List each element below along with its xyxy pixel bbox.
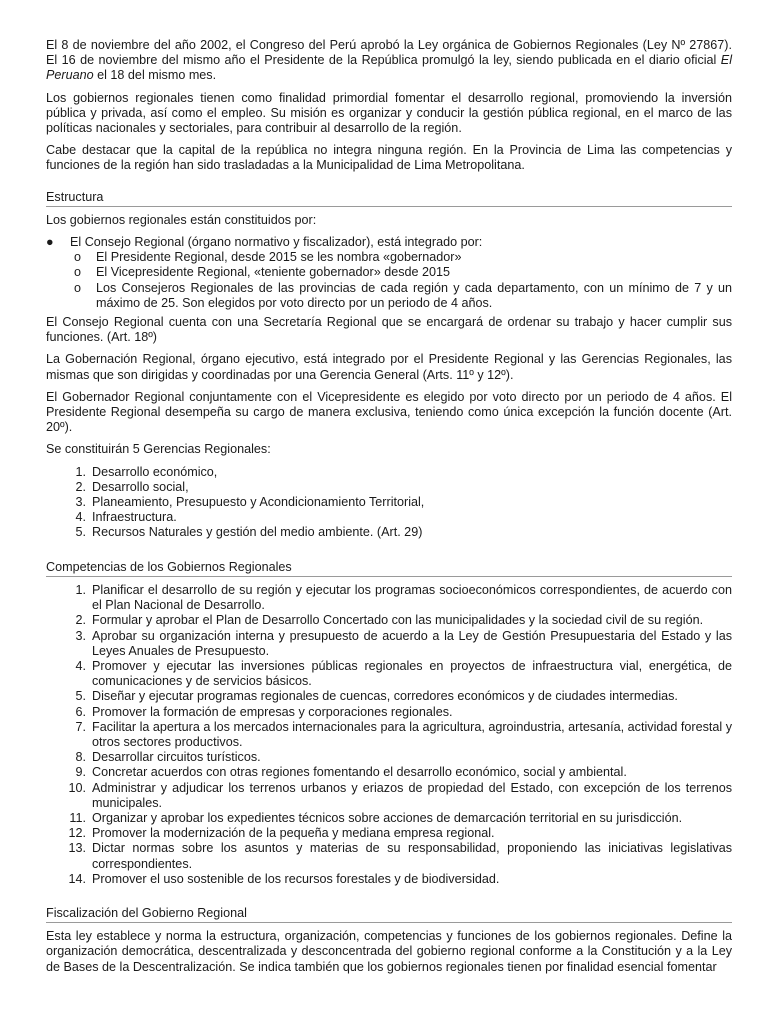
list-item — [46, 841, 732, 871]
item-text: Facilitar la apertura a los mercados internacionales para la agricultura, agroindustria, artesanía, actividad forestal y otros sectores productivos. — [92, 719, 732, 749]
list-item — [46, 750, 732, 765]
item-text: Administrar y adjudicar los terrenos urbanos y eriazos de propiedad del Estado, con excepción de los terrenos municipales. — [92, 780, 732, 810]
item-number: 2. — [75, 479, 86, 494]
section-heading-competencias: Competencias de los Gobiernos Regionales — [46, 560, 732, 577]
intro-paragraph-ley — [46, 38, 732, 84]
item-text: Desarrollo social, — [92, 479, 189, 494]
competencias-list — [46, 583, 732, 887]
intro-text-a: El 8 de noviembre del año 2002, el Congreso del Perú aprobó la Ley orgánica de Gobiernos Regionales (Ley Nº 27867). El 16 de noviembre del mismo año el Presidente de la República promulgó la ley, siendo publicada en el diario oficial — [46, 38, 732, 68]
estructura-lead: Los gobiernos regionales están constituidos por: — [46, 212, 317, 227]
list-item — [70, 250, 732, 265]
paragraph-gerencias: Se constituirán 5 Gerencias Regionales: — [46, 442, 271, 457]
item-number: 1. — [75, 464, 86, 479]
item-number: 1. — [75, 582, 86, 597]
item-text: Concretar acuerdos con otras regiones fomentando el desarrollo económico, social y ambiental. — [92, 765, 627, 780]
document-page — [46, 38, 732, 982]
list-item — [46, 872, 732, 887]
item-text: Promover el uso sostenible de los recursos forestales y de biodiversidad. — [92, 871, 500, 886]
list-item — [46, 689, 732, 704]
item-number: 4. — [75, 510, 86, 525]
sub-item-text: El Presidente Regional, desde 2015 se les nombra «gobernador» — [96, 250, 462, 265]
list-item — [46, 525, 732, 540]
sub-item-text: El Vicepresidente Regional, «teniente gobernador» desde 2015 — [96, 265, 451, 280]
list-item — [46, 510, 732, 525]
item-number: 3. — [75, 628, 86, 643]
item-number: 12. — [68, 826, 86, 841]
item-text: Promover la modernización de la pequeña y mediana empresa regional. — [92, 826, 495, 841]
bullet-text: El Consejo Regional (órgano normativo y fiscalizador), está integrado por: — [70, 235, 483, 250]
list-item — [46, 781, 732, 811]
item-number: 6. — [75, 704, 86, 719]
item-text: Recursos Naturales y gestión del medio ambiente. (Art. 29) — [92, 525, 423, 540]
item-text: Organizar y aprobar los expedientes técnicos sobre acciones de demarcación territorial en su jurisdicción. — [92, 810, 683, 825]
list-item — [46, 583, 732, 613]
list-item — [70, 281, 732, 311]
item-text: Formular y aprobar el Plan de Desarrollo Concertado con las municipalidades y la sociedad civil de su región. — [92, 613, 704, 628]
item-text: Planificar el desarrollo de su región y ejecutar los programas socioeconómicos correspondientes, de acuerdo con el Plan Nacional de Desarrollo. — [92, 582, 732, 613]
item-text: Aprobar su organización interna y presupuesto de acuerdo a la Ley de Gestión Presupuestaria del Estado y las Leyes Anuales de Presupuesto. — [92, 628, 732, 658]
item-text: Promover la formación de empresas y corporaciones regionales. — [92, 704, 453, 719]
list-item-consejo-regional — [46, 235, 732, 311]
paragraph-gobernador: El Gobernador Regional conjuntamente con el Vicepresidente es elegido por voto directo por un periodo de 4 años. El Presidente Regional desempeña su cargo de manera exclusiva, teniendo como única excepción la función docente (Art. 20º). — [46, 389, 732, 435]
item-number: 11. — [69, 810, 86, 825]
item-text: Desarrollo económico, — [92, 464, 218, 479]
item-number: 3. — [75, 495, 86, 510]
estructura-bullet-list — [46, 235, 732, 311]
item-number: 10. — [68, 780, 86, 795]
paragraph-gobernacion: La Gobernación Regional, órgano ejecutivo, está integrado por el Presidente Regional y las Gerencias Regionales, las mismas que son dirigidas y coordinadas por una Gerencia General (Arts. 11º y 12º). — [46, 352, 732, 382]
item-text: Dictar normas sobre los asuntos y materias de su responsabilidad, proponiendo las iniciativas legislativas correspondientes. — [92, 841, 732, 871]
list-item — [46, 613, 732, 628]
paragraph-fiscalizacion: Esta ley establece y norma la estructura, organización, competencias y funciones de los gobiernos regionales. Define la organización democrática, descentralizada y desconcentrada del gobierno regional conforme a la Constitución y a la Ley de Bases de la Descentralización. Se indica también que los gobiernos regionales tienen por finalidad esencial fomentar — [46, 929, 732, 974]
paragraph-secretaria: El Consejo Regional cuenta con una Secretaría Regional que se encargará de ordenar su trabajo y hacer cumplir sus funciones. (Art. 18º) — [46, 315, 732, 345]
list-item — [46, 480, 732, 495]
list-item — [46, 705, 732, 720]
item-text: Promover y ejecutar las inversiones públicas regionales en proyectos de infraestructura vial, energética, de comunicaciones y de servicios básicos. — [92, 658, 732, 689]
item-number: 5. — [75, 525, 86, 540]
list-item — [46, 629, 732, 659]
item-text: Planeamiento, Presupuesto y Acondicionamiento Territorial, — [92, 495, 425, 510]
diario-name: El Peruano — [46, 53, 732, 83]
list-item — [46, 720, 732, 750]
intro-paragraph-capital: Cabe destacar que la capital de la república no integra ninguna región. En la Provincia de Lima las competencias y funciones de la región han sido trasladadas a la Municipalidad de Lima Metropolitana. — [46, 143, 732, 173]
list-item — [46, 659, 732, 689]
intro-text-b: el 18 del mismo mes. — [93, 68, 217, 83]
item-number: 8. — [75, 750, 86, 765]
item-number: 2. — [75, 613, 86, 628]
item-number: 13. — [68, 841, 86, 856]
item-text: Desarrollar circuitos turísticos. — [92, 750, 261, 765]
item-text: Infraestructura. — [92, 510, 177, 525]
section-heading-fiscalizacion: Fiscalización del Gobierno Regional — [46, 906, 732, 923]
circle-bullet-icon: o — [74, 265, 82, 280]
list-item — [46, 826, 732, 841]
item-number: 4. — [75, 658, 86, 673]
bullet-dot-icon: ● — [46, 235, 54, 250]
gerencias-list — [46, 465, 732, 541]
sub-item-text: Los Consejeros Regionales de las provincias de cada región y cada departamento, con un mínimo de 7 y un máximo de 25. Son elegidos por voto directo por un periodo de 4 años. — [96, 280, 732, 310]
section-heading-estructura: Estructura — [46, 190, 732, 207]
intro-paragraph-finalidad: Los gobiernos regionales tienen como finalidad primordial fomentar el desarrollo regional, promoviendo la inversión pública y privada, así como el empleo. Su misión es organizar y conducir la gestión pública regional, en el marco de las políticas nacionales y sectoriales, para contribuir al desarrollo de la región. — [46, 90, 732, 136]
circle-bullet-icon: o — [74, 280, 82, 295]
item-number: 9. — [75, 765, 86, 780]
item-number: 5. — [75, 689, 86, 704]
list-item — [46, 465, 732, 480]
circle-bullet-icon: o — [74, 250, 82, 265]
item-number: 7. — [75, 719, 86, 734]
list-item — [46, 811, 732, 826]
item-number: 14. — [68, 871, 86, 886]
list-item — [70, 265, 732, 280]
list-item — [46, 765, 732, 780]
list-item — [46, 495, 732, 510]
consejo-sub-list — [70, 250, 732, 311]
item-text: Diseñar y ejecutar programas regionales de cuencas, corredores económicos y de ciudades intermedias. — [92, 689, 678, 704]
